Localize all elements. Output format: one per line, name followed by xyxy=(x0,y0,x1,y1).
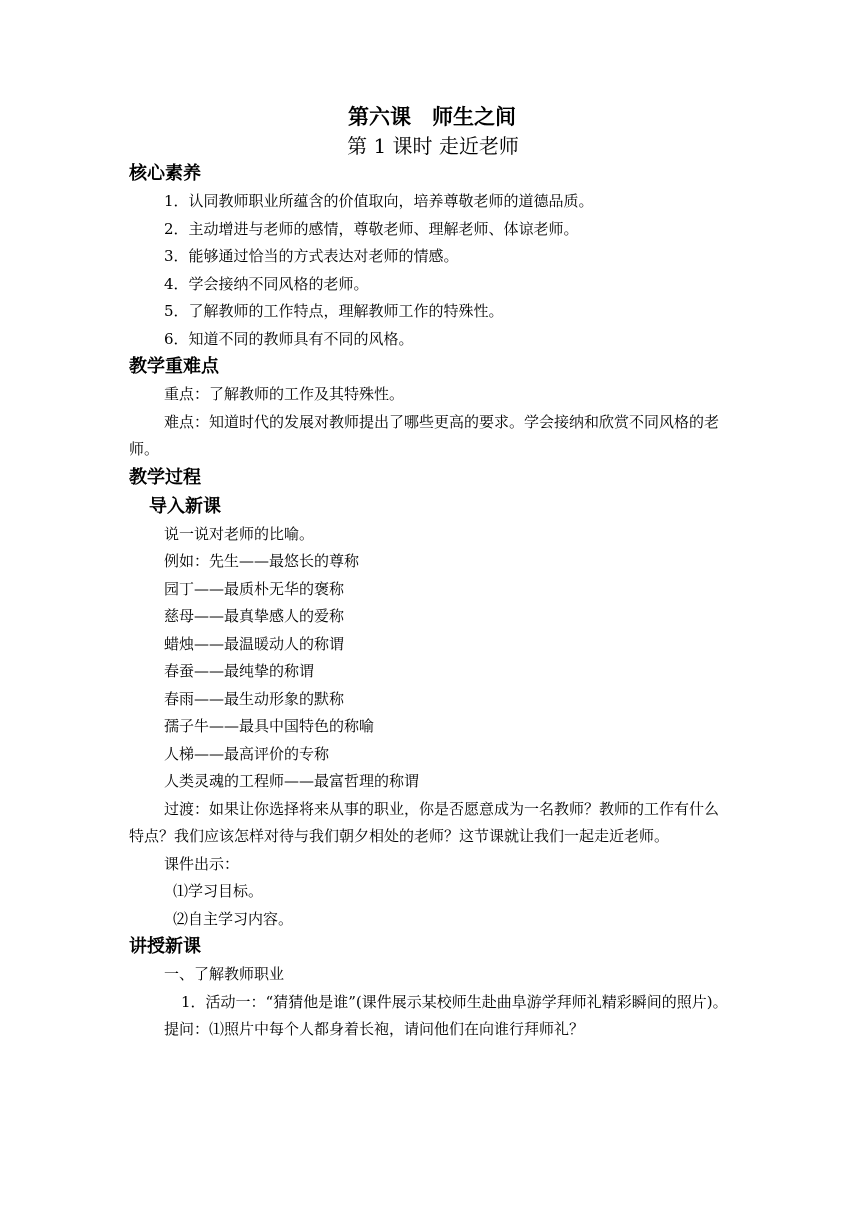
lesson-subtitle: 第 1 课时 走近老师 xyxy=(347,134,519,158)
intro-line: 春雨——最生动形象的默称 xyxy=(164,689,345,708)
section-title: 一、了解教师职业 xyxy=(164,965,285,983)
activity-paragraph: 1．活动一：“猜猜他是谁”(课件展示某校师生赴曲阜游学拜师礼精彩瞬间的照片)。 xyxy=(181,992,728,1011)
intro-line: 人类灵魂的工程师——最富哲理的称谓 xyxy=(164,772,420,790)
courseware-item-1: ⑴学习目标。 xyxy=(173,882,264,900)
core-literacy-heading: 核心素养 xyxy=(129,163,201,184)
intro-line: 说一说对老师的比喻。 xyxy=(164,524,315,543)
core-item-1: 1．认同教师职业所蕴含的价值取向，培养尊敬老师的道德品质。 xyxy=(164,192,594,210)
key-focus: 重点：了解教师的工作及其特殊性。 xyxy=(164,385,405,403)
core-item-2: 2．主动增进与老师的感情，尊敬老师、理解老师、体谅老师。 xyxy=(164,219,579,238)
core-item-6: 6．知道不同的教师具有不同的风格。 xyxy=(164,329,414,348)
core-item-3: 3．能够通过恰当的方式表达对老师的情感。 xyxy=(164,247,459,265)
courseware-item-2: ⑵自主学习内容。 xyxy=(173,909,294,928)
intro-line: 孺子牛——最具中国特色的称喻 xyxy=(164,717,375,735)
question-paragraph: 提问：⑴照片中每个人都身着长袍，请问他们在向谁行拜师礼？ xyxy=(164,1020,585,1038)
courseware-label: 课件出示： xyxy=(164,854,240,873)
key-points-heading: 教学重难点 xyxy=(129,356,219,377)
lecture-heading: 讲授新课 xyxy=(129,936,201,957)
lesson-title: 第六课 师生之间 xyxy=(348,105,516,129)
intro-line: 人梯——最高评价的专称 xyxy=(164,744,330,763)
intro-line: 蜡烛——最温暖动人的称谓 xyxy=(164,634,345,653)
core-item-4: 4．学会接纳不同风格的老师。 xyxy=(164,274,369,293)
process-heading: 教学过程 xyxy=(129,466,201,488)
key-difficulty: 难点：知道时代的发展对教师提出了哪些更高的要求。学会接纳和欣赏不同风格的老师。 xyxy=(129,412,720,458)
core-item-5: 5．了解教师的工作特点，理解教师工作的特殊性。 xyxy=(164,302,504,320)
intro-line: 春蚕——最纯挚的称谓 xyxy=(164,662,315,680)
intro-heading: 导入新课 xyxy=(149,495,221,517)
transition-paragraph: 过渡：如果让你选择将来从事的职业，你是否愿意成为一名教师？教师的工作有什么特点？我们应该怎样对待与我们朝夕相处的老师？这节课就让我们一起走近老师。 xyxy=(129,799,720,845)
document-content xyxy=(129,102,731,1044)
intro-line: 慈母——最真挚感人的爱称 xyxy=(164,607,345,625)
intro-line: 园丁——最质朴无华的褒称 xyxy=(164,579,345,598)
intro-line: 例如：先生——最悠长的尊称 xyxy=(164,552,360,570)
